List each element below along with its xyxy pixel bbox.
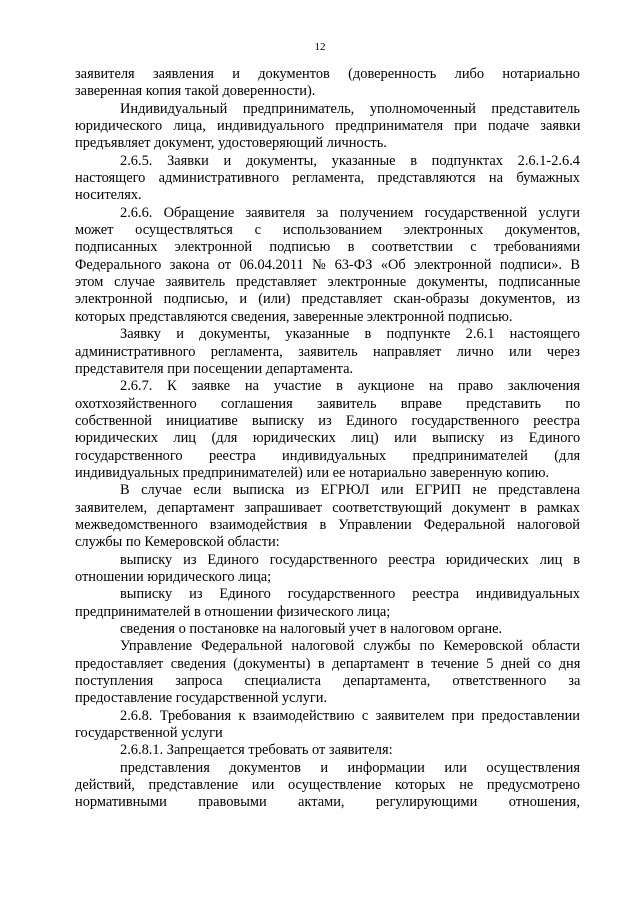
text-line: заверенная копия такой доверенности). [75, 83, 316, 100]
document-body [75, 66, 580, 812]
text-line: предоставление государственной услуги. [75, 690, 328, 707]
paragraph [75, 326, 580, 378]
text-line: заявителем, департамент запрашивает соответствующий документ в рамках [75, 499, 580, 516]
paragraph [75, 552, 580, 587]
paragraph [75, 742, 580, 759]
text-line: 2.6.8. Требования к взаимодействию с заявителем при предоставлении [120, 707, 580, 724]
paragraph [75, 760, 580, 812]
text-line: Индивидуальный предприниматель, уполномоченный представитель [120, 100, 580, 117]
text-line: которых представляются сведения, заверенные электронной подписью. [75, 308, 513, 325]
text-line: поступления запроса специалиста департамента, ответственного за [75, 673, 581, 690]
text-line: выписку из Единого государственного реестра индивидуальных [120, 586, 580, 603]
page-number: 12 [314, 41, 326, 53]
text-line: действий, представление или осуществление которых не предусмотрено [75, 777, 580, 794]
text-line: Федерального закона от 06.04.2011 № 63-ФЗ «Об электронной подписи». В [75, 256, 580, 273]
text-line: представителя при посещении департамента. [75, 360, 354, 377]
text-line: 2.6.6. Обращение заявителя за получением государственной услуги [120, 204, 580, 221]
text-line: выписку из Единого государственного реестра юридических лиц в [120, 551, 580, 568]
paragraph [75, 586, 580, 621]
text-line: заявителя заявления и документов (доверенность либо нотариально [75, 66, 580, 82]
paragraph [75, 621, 580, 638]
text-line: охотхозяйственного соглашения заявитель вправе представить по [75, 395, 581, 412]
text-line: межведомственного взаимодействия в Управлении Федеральной налоговой [75, 516, 580, 533]
text-line: службы по Кемеровской области: [75, 534, 280, 551]
text-line: административного регламента, заявитель направляет лично или через [75, 343, 580, 360]
text-line: юридического лица, индивидуального предпринимателя при подаче заявки [75, 118, 581, 135]
paragraph [75, 482, 580, 551]
paragraph [75, 638, 580, 707]
text-line: 2.6.5. Заявки и документы, указанные в подпунктах 2.6.1-2.6.4 [120, 152, 580, 169]
text-line: этом случае заявитель представляет электронные документы, подписанные [75, 274, 581, 291]
text-line: 2.6.8.1. Запрещается требовать от заявителя: [120, 742, 393, 759]
text-line: отношении юридического лица; [75, 568, 272, 585]
text-line: может осуществляться с использованием электронных документов, [75, 222, 581, 239]
paragraph [75, 66, 580, 101]
text-line: индивидуальных предпринимателей) или ее нотариально заверенную копию. [75, 464, 550, 481]
paragraph [75, 153, 580, 205]
paragraph [75, 378, 580, 482]
text-line: юридических лиц (для юридических лиц) или выписку из Единого [75, 430, 581, 447]
text-line: электронной подписью, и (или) представляет скан-образы документов, из [75, 291, 580, 308]
text-line: государственного реестра индивидуальных предпринимателей (для [75, 447, 581, 464]
text-line: настоящего административного регламента, представляются на бумажных [75, 170, 580, 187]
text-line: Заявку и документы, указанные в подпункте 2.6.1 настоящего [120, 326, 580, 343]
text-line: Управление Федеральной налоговой службы по Кемеровской области [120, 638, 580, 655]
text-line: подписанных электронной подписью в соответствии с требованиями [75, 239, 581, 256]
text-line: носителях. [75, 187, 142, 204]
text-line: 2.6.7. К заявке на участие в аукционе на право заключения [120, 378, 580, 395]
text-line: предпринимателей в отношении физического лица; [75, 603, 391, 620]
text-line: представления документов и информации или осуществления [120, 759, 580, 776]
paragraph [75, 101, 580, 153]
paragraph [75, 708, 580, 743]
text-line: В случае если выписка из ЕГРЮЛ или ЕГРИП не представлена [120, 482, 580, 499]
text-line: государственной услуги [75, 725, 223, 742]
text-line: предоставляет сведения (документы) в департамент в течение 5 дней со дня [75, 655, 581, 672]
text-line: собственной инициативе выписку из Единого государственного реестра [75, 412, 580, 429]
paragraph [75, 205, 580, 326]
text-line: нормативными правовыми актами, регулирующими отношения, [75, 794, 580, 811]
text-line: сведения о постановке на налоговый учет в налоговом органе. [120, 621, 503, 637]
text-line: предъявляет документ, удостоверяющий личность. [75, 135, 387, 152]
